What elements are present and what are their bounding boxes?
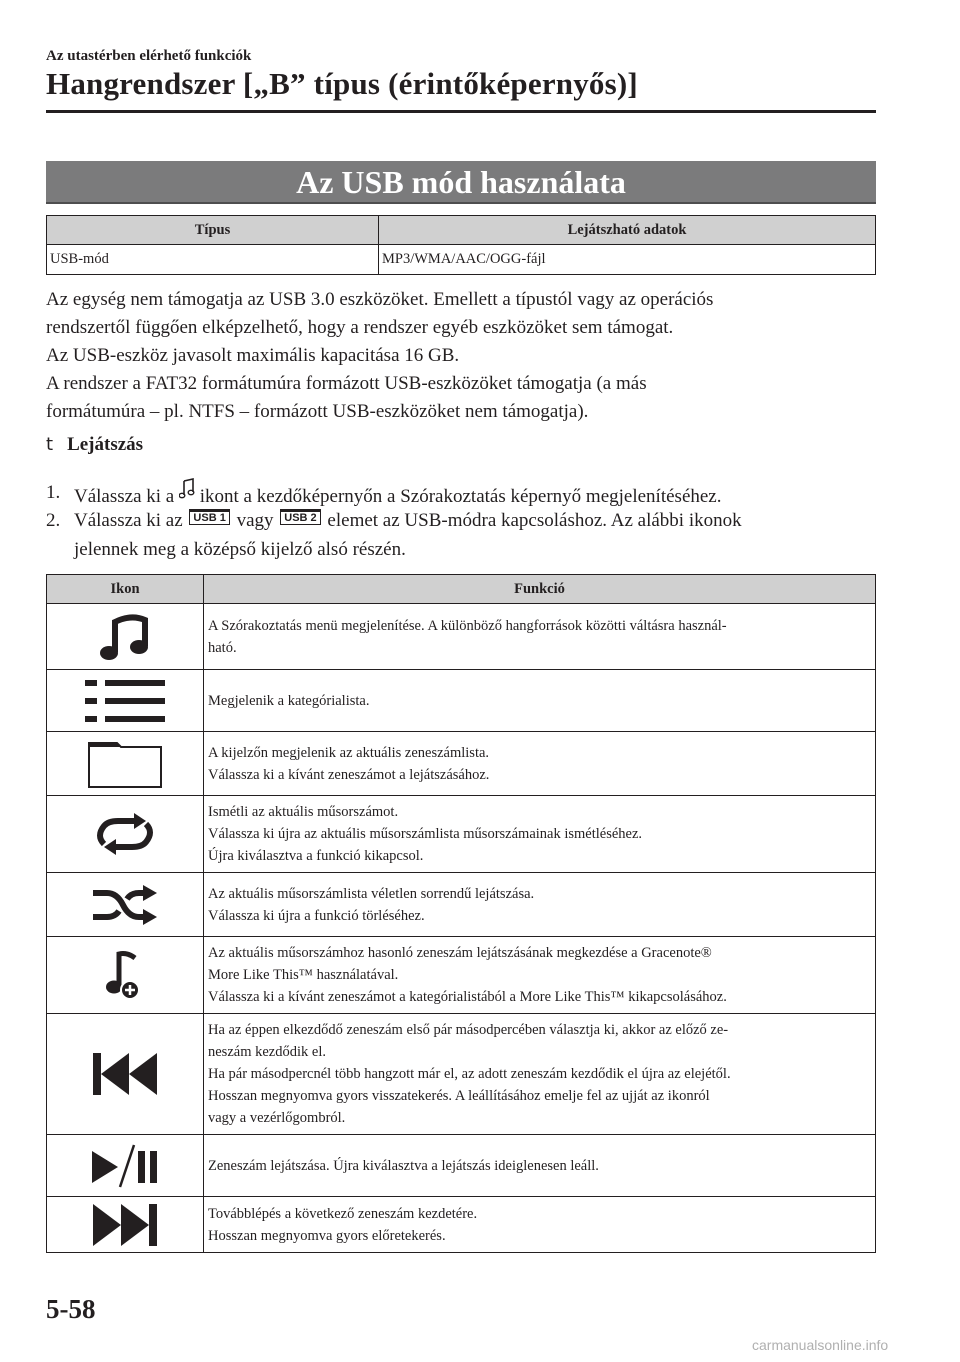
intro-line: rendszertől függően elképzelhető, hogy a rendszer egyéb eszközöket sem támogat. <box>46 317 674 338</box>
table-row <box>47 796 876 873</box>
folder-icon <box>47 732 204 796</box>
types-cell-type: USB-mód <box>47 245 379 275</box>
chapter-title: Hangrendszer [„B” típus (érintőképernyős)] <box>46 66 638 101</box>
description-line: Újra kiválasztva a funkció kikapcsol. <box>208 848 424 864</box>
step-text-after: ikont a kezdőképernyőn a Szórakoztatás képernyő megjelenítéséhez. <box>199 486 722 507</box>
usb1-button-icon: USB 1 <box>189 509 229 525</box>
types-cell-data: MP3/WMA/AAC/OGG-fájl <box>379 245 876 275</box>
next-track-icon <box>47 1197 204 1253</box>
description-line: A Szórakoztatás menü megjelenítése. A különböző hangforrások közötti váltásra használ- <box>208 617 727 634</box>
description-line: Az aktuális műsorszámhoz hasonló zeneszám lejátszásának megkezdése a Gracenote® <box>208 945 712 961</box>
icons-table <box>46 574 876 1253</box>
description-line: Hosszan megnyomva gyors visszatekerés. A leállításához emelje fel az ujját az ikonról <box>208 1088 710 1104</box>
description-line: Válassza ki a kívánt zeneszámot a kategórialistából a More Like This™ kikapcsolásához. <box>208 989 727 1005</box>
function-description <box>204 1197 876 1253</box>
description-line: Válassza ki újra a funkció törléséhez. <box>208 907 425 924</box>
description-line: Továbblépés a következő zeneszám kezdetére. <box>208 1205 478 1222</box>
function-description <box>204 873 876 937</box>
types-col-data: Lejátszható adatok <box>379 216 876 245</box>
description-line: Az aktuális műsorszámlista véletlen sorrendű lejátszása. <box>208 885 535 902</box>
description-line: neszám kezdődik el. <box>208 1044 326 1060</box>
step-text-after: elemet az USB-módra kapcsoláshoz. Az alábbi ikonok <box>327 510 742 531</box>
function-description <box>204 796 876 873</box>
step-text-mid: vagy <box>236 510 274 531</box>
table-row <box>47 732 876 796</box>
step-text-line2: jelennek meg a középső kijelző alsó részén. <box>74 539 406 560</box>
description-line: ható. <box>208 639 237 656</box>
shuffle-icon <box>47 873 204 937</box>
icons-col-function: Funkció <box>204 575 876 604</box>
step-text-before: Válassza ki az <box>74 510 183 531</box>
playback-heading <box>46 434 143 456</box>
description-line: vagy a vezérlőgombról. <box>208 1110 346 1126</box>
title-rule <box>46 110 876 113</box>
repeat-icon <box>47 796 204 873</box>
playback-heading-text: Lejátszás <box>67 434 144 455</box>
table-row <box>47 873 876 937</box>
intro-line: Az USB-eszköz javasolt maximális kapacitása 16 GB. <box>46 345 460 366</box>
intro-line: Az egység nem támogatja az USB 3.0 eszközöket. Emellett a típustól vagy az operációs <box>46 289 714 310</box>
description-line: Ismétli az aktuális műsorszámot. <box>208 804 399 820</box>
icons-col-icon: Ikon <box>47 575 204 604</box>
table-row <box>47 245 876 275</box>
step-text <box>74 506 874 564</box>
description-line: A kijelzőn megjelenik az aktuális zeneszámlista. <box>208 744 490 761</box>
table-row <box>47 1014 876 1135</box>
step-number: 2. <box>46 510 61 531</box>
watermark: carmanualsonline.info <box>752 1337 889 1353</box>
description-line: Válassza ki a kívánt zeneszámot a lejátszásához. <box>208 766 490 783</box>
icons-table-header <box>47 575 876 604</box>
intro-line: A rendszer a FAT32 formátumúra formázott USB-eszközöket támogatja (a más <box>46 373 647 394</box>
step-2 <box>46 506 876 566</box>
function-description <box>204 732 876 796</box>
function-description <box>204 1135 876 1197</box>
table-row <box>47 1135 876 1197</box>
function-description <box>204 1014 876 1135</box>
function-description <box>204 670 876 732</box>
function-description <box>204 937 876 1014</box>
types-table-header <box>47 216 876 245</box>
step-1 <box>46 478 876 508</box>
function-description <box>204 604 876 670</box>
description-line: Hosszan megnyomva gyors előretekerés. <box>208 1227 446 1244</box>
intro-text <box>46 286 876 426</box>
section-banner: Az USB mód használata <box>46 161 876 204</box>
types-col-type: Típus <box>47 216 379 245</box>
description-line: Ha pár másodpercnél több hangzott már el, az adott zeneszám kezdődik el újra az elejétől. <box>208 1066 731 1082</box>
previous-track-icon <box>47 1014 204 1135</box>
section-label: Az utastérben elérhető funkciók <box>46 48 252 64</box>
description-line: Megjelenik a kategórialista. <box>208 692 370 709</box>
page-number: 5-58 <box>46 1294 96 1324</box>
table-row <box>47 604 876 670</box>
description-line: Zeneszám lejátszása. Újra kiválasztva a lejátszás ideiglenesen leáll. <box>208 1157 599 1174</box>
music-note-icon <box>179 478 195 509</box>
music-note-icon <box>47 604 204 670</box>
types-table <box>46 215 876 275</box>
description-line: Válassza ki újra az aktuális műsorszámlista műsorszámainak ismétléséhez. <box>208 826 643 842</box>
table-row <box>47 1197 876 1253</box>
description-line: More Like This™ használatával. <box>208 967 399 983</box>
description-line: Ha az éppen elkezdődő zeneszám első pár másodpercében választja ki, akkor az előző ze- <box>208 1022 729 1038</box>
play-pause-icon <box>47 1135 204 1197</box>
usb2-button-icon: USB 2 <box>280 509 320 525</box>
step-number: 1. <box>46 482 61 503</box>
step-text-before: Válassza ki a <box>74 486 175 507</box>
table-row <box>47 670 876 732</box>
bullet-icon: t <box>46 434 54 455</box>
list-icon <box>47 670 204 732</box>
more-like-this-icon <box>47 937 204 1014</box>
intro-line: formátumúra – pl. NTFS – formázott USB-eszközöket nem támogatja). <box>46 401 589 422</box>
table-row <box>47 937 876 1014</box>
